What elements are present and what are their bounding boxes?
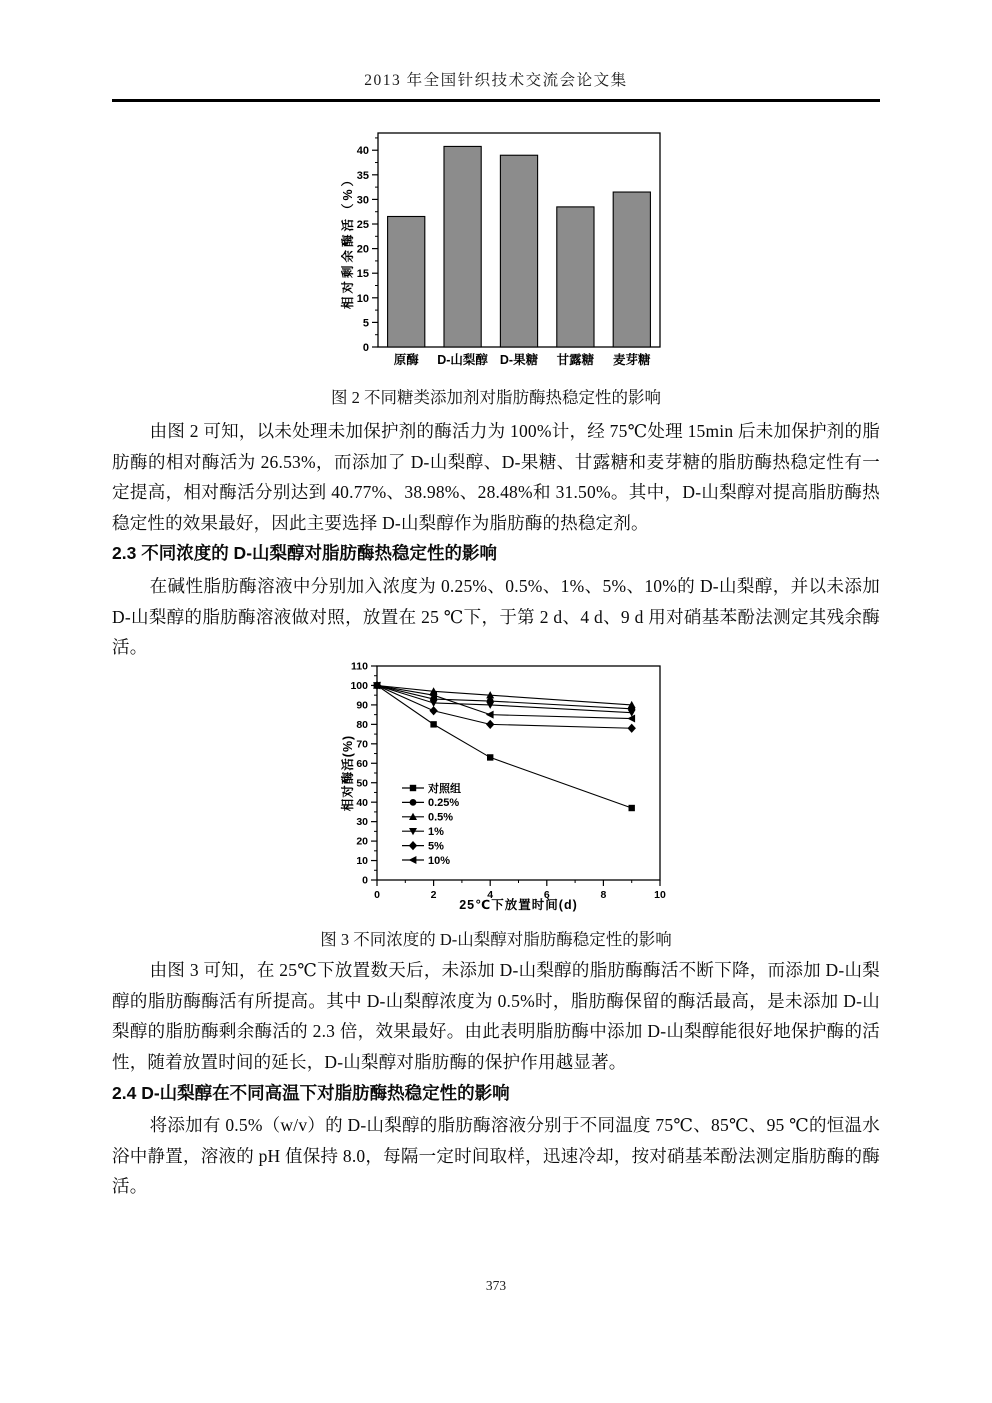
figure3-line-chart [334, 656, 674, 918]
svg-text:对照组: 对照组 [428, 782, 461, 795]
svg-text:0: 0 [362, 874, 368, 887]
svg-text:25: 25 [356, 219, 369, 232]
svg-text:2: 2 [430, 889, 437, 901]
svg-text:70: 70 [356, 738, 368, 751]
svg-text:5: 5 [362, 317, 369, 330]
heading-section-2-4: 2.4 D-山梨醇在不同高温下对脂肪酶热稳定性的影响 [112, 1083, 510, 1103]
svg-text:5%: 5% [428, 840, 444, 853]
svg-text:8: 8 [600, 889, 607, 901]
svg-text:麦芽糖: 麦芽糖 [613, 353, 651, 367]
svg-text:80: 80 [356, 718, 368, 731]
svg-text:1%: 1% [428, 826, 444, 838]
svg-text:4: 4 [487, 889, 494, 901]
svg-text:35: 35 [356, 169, 369, 182]
svg-text:D-果糖: D-果糖 [499, 353, 539, 367]
svg-text:40: 40 [356, 145, 369, 158]
svg-text:10: 10 [654, 889, 666, 901]
svg-text:0.5%: 0.5% [428, 811, 454, 824]
heading-section-2-3: 2.3 不同浓度的 D-山梨醇对脂肪酶热稳定性的影响 [112, 543, 498, 563]
svg-text:110: 110 [351, 660, 368, 673]
svg-text:50: 50 [356, 777, 368, 790]
svg-text:D-山梨醇: D-山梨醇 [437, 353, 488, 367]
paragraph-section-2-3: 在碱性脂肪酶溶液中分别加入浓度为 0.25%、0.5%、1%、5%、10%的 D-山梨醇，并以未添加 D-山梨醇的脂肪酶溶液做对照，放置在 25 ℃下，于第 2 d、4 d、9 d 用对硝基苯酚法测定其残余酶活。 [112, 576, 880, 657]
figure2-caption: 图 2 不同糖类添加剂对脂肪酶热稳定性的影响 [331, 388, 661, 407]
paragraph-figure2-discussion: 由图 2 可知，以未处理未加保护剂的酶活力为 100%计，经 75℃处理 15min 后未加保护剂的脂肪酶的相对酶活为 26.53%，而添加了 D-山梨醇、D-果糖、甘露糖和麦芽糖的脂肪酶热稳定性有一定提高，相对酶活分别达到 40.77%、38.98%、28.48%和 31.50%。其中，D-山梨醇对提高脂肪酶热稳定性的效果最好，因此主要选择 D-山梨醇作为脂肪酶的热稳定剂。 [112, 421, 880, 533]
figure3-caption: 图 3 不同浓度的 D-山梨醇对脂肪酶稳定性的影响 [320, 930, 672, 949]
svg-text:原酶: 原酶 [393, 353, 419, 367]
svg-text:60: 60 [356, 757, 368, 770]
svg-text:30: 30 [356, 194, 369, 207]
svg-text:15: 15 [356, 268, 369, 281]
svg-text:10: 10 [356, 292, 369, 305]
paragraph-section-2-4: 将添加有 0.5%（w/v）的 D-山梨醇的脂肪酶溶液分别于不同温度 75℃、85℃、95 ℃的恒温水浴中静置，溶液的 pH 值保持 8.0，每隔一定时间取样，迅速冷却，按对硝基苯酚法测定脂肪酶的酶活。 [112, 1115, 880, 1196]
svg-text:0.25%: 0.25% [428, 797, 460, 810]
svg-text:20: 20 [356, 835, 368, 848]
svg-text:25℃下放置时间(d): 25℃下放置时间(d) [459, 898, 578, 912]
svg-text:40: 40 [356, 796, 368, 809]
svg-text:甘露糖: 甘露糖 [556, 353, 595, 367]
svg-text:0: 0 [362, 342, 369, 354]
paragraph-figure3-discussion: 由图 3 可知，在 25℃下放置数天后，未添加 D-山梨醇的脂肪酶酶活不断下降，而添加 D-山梨醇的脂肪酶酶活有所提高。其中 D-山梨醇浓度为 0.5%时，脂肪酶保留的酶活最高，是未添加 D-山梨醇的脂肪酶剩余酶活的 2.3 倍，效果最好。由此表明脂肪酶中添加 D-山梨醇能很好地保护酶的活性，随着放置时间的延长，D-山梨醇对脂肪酶的保护作用越显著。 [112, 960, 880, 1072]
svg-text:30: 30 [356, 816, 368, 829]
svg-text:100: 100 [350, 680, 368, 693]
svg-text:20: 20 [356, 243, 369, 256]
svg-text:6: 6 [543, 889, 550, 901]
svg-text:90: 90 [356, 699, 368, 712]
page-number: 373 [485, 1278, 507, 1293]
header-title: 2013 年全国针织技术交流会论文集 [364, 72, 628, 89]
figure2-bar-chart [334, 118, 674, 376]
header-rule [112, 99, 880, 102]
svg-text:10: 10 [356, 855, 368, 868]
svg-text:10%: 10% [428, 854, 451, 867]
svg-text:0: 0 [374, 889, 380, 901]
svg-text:相对剩余酶活（%）: 相对剩余酶活（%） [341, 170, 355, 310]
svg-text:相对酶活(%): 相对酶活(%) [341, 734, 355, 812]
